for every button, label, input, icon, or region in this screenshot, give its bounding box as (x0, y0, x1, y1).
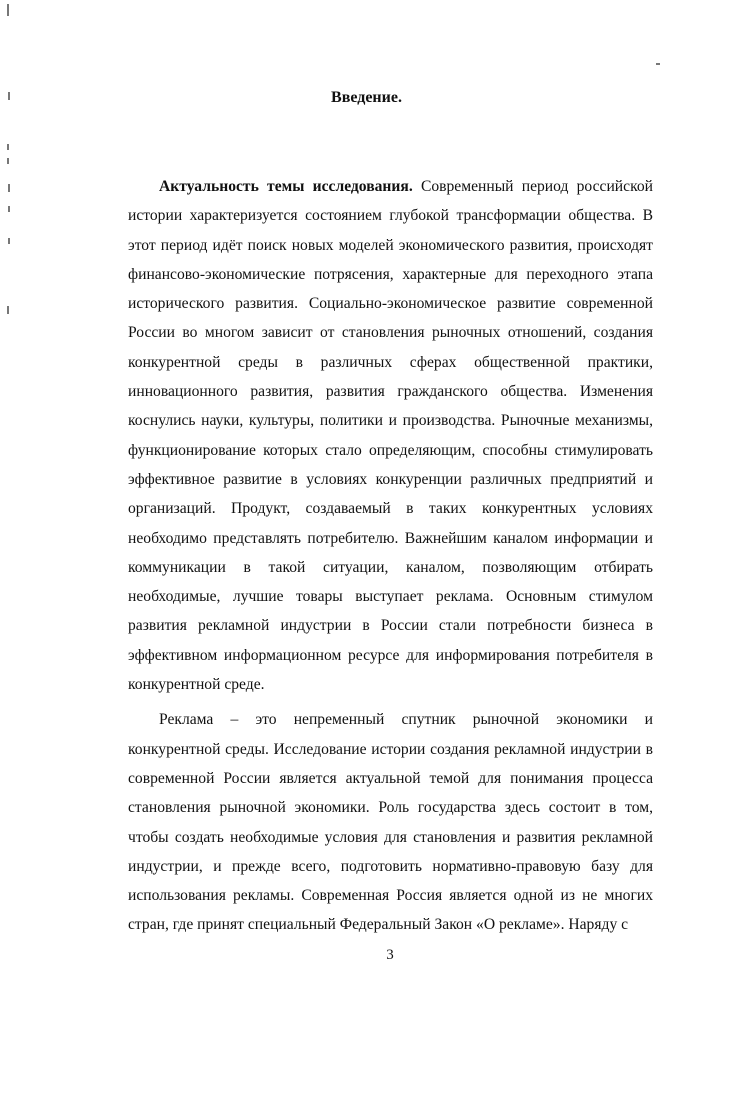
scan-mark (7, 306, 9, 314)
page-heading: Введение. (331, 89, 402, 106)
scan-mark (7, 158, 9, 164)
scan-mark (8, 206, 10, 212)
scan-mark (8, 184, 10, 192)
scan-mark (8, 238, 10, 244)
scan-mark (7, 4, 9, 16)
paragraph-relevance (128, 172, 653, 699)
page-number: 3 (386, 947, 394, 963)
paragraph-text: Современный период российской истории характеризуется состоянием глубокой трансформации общества. В этот период идёт поиск новых моделей экономического развития, происходят финансово-экономические потрясения, характерные для переходного этапа исторического развития. Социально-экономическое развитие современной России во многом зависит от становления рыночных отношений, создания конкурентной среды в различных сферах общественной практики, инновационного развития, развития гражданского общества. Изменения коснулись науки, культуры, политики и производства. Рыночные механизмы, функционирование которых стало определяющим, способны стимулировать эффективное развитие в условиях конкуренции различных предприятий и организаций. Продукт, создаваемый в таких конкурентных условиях необходимо представлять потребителю. Важнейшим каналом информации и коммуникации в такой ситуации, каналом, позволяющим отбирать необходимые, лучшие товары выступает реклама. Основным стимулом развития рекламной индустрии в России стали потребности бизнеса в эффективном информационном ресурсе для информирования потребителя в конкурентной среде. (128, 178, 653, 694)
scan-mark (7, 144, 9, 150)
paragraph-lead: Актуальность темы исследования. (159, 178, 413, 195)
document-body (128, 172, 653, 940)
scan-mark (656, 63, 660, 65)
paragraph-advertising: Реклама – это непременный спутник рыночной экономики и конкурентной среды. Исследование истории создания рекламной индустрии в современной России является актуальной темой для понимания процесса становления рыночной экономики. Роль государства здесь состоит в том, чтобы создать необходимые условия для становления и развития рекламной индустрии, и прежде всего, подготовить нормативно-правовую базу для использования рекламы. Современная Россия является одной из не многих стран, где принят специальный Федеральный Закон «О рекламе». Наряду с (128, 711, 653, 934)
